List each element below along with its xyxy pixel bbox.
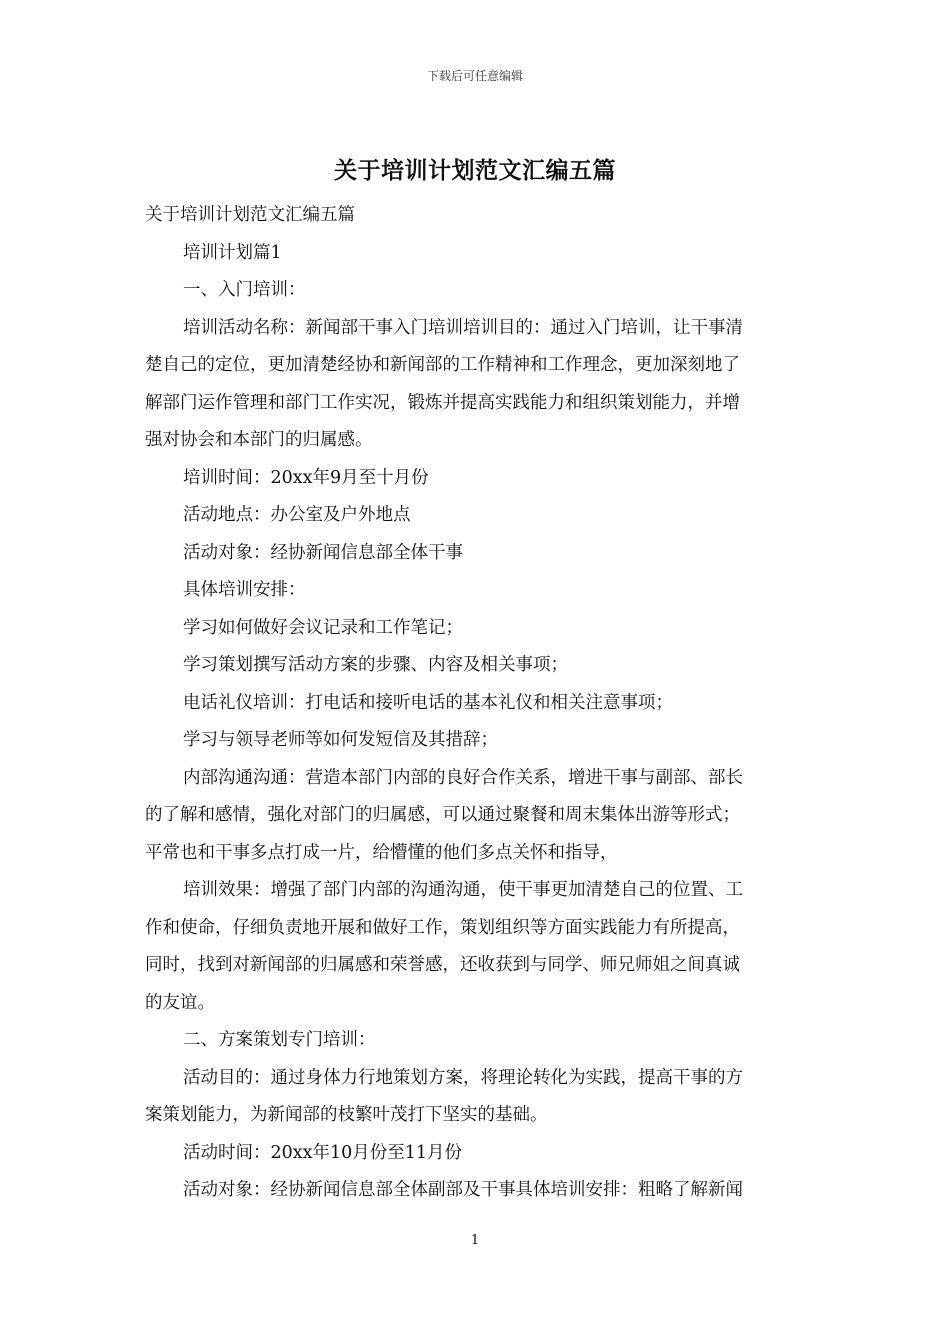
paragraph-line: 活动目的：通过身体力行地策划方案，将理论转化为实践，提高干事的方	[183, 1067, 743, 1088]
paragraph-line: 的友谊。	[145, 992, 215, 1013]
paragraph-line: 一、入门培训：	[183, 280, 306, 300]
paragraph-line: 培训活动名称：新闻部干事入门培训培训目的：通过入门培训，让干事清	[183, 317, 743, 338]
page-number: 1	[470, 1233, 480, 1248]
paragraph-line: 活动地点：办公室及户外地点	[183, 505, 411, 525]
paragraph-line: 楚自己的定位，更加清楚经协和新闻部的工作精神和工作理念，更加深刻地了	[145, 355, 740, 375]
paragraph-line: 强对协会和本部门的归属感。	[145, 430, 373, 450]
paragraph-line: 电话礼仪培训：打电话和接听电话的基本礼仪和相关注意事项；	[183, 692, 673, 713]
paragraph-line: 关于培训计划范文汇编五篇	[145, 205, 355, 225]
paragraph-line: 平常也和干事多点打成一片，给懵懂的他们多点关怀和指导，	[145, 842, 618, 863]
paragraph-line: 同时，找到对新闻部的归属感和荣誉感，还收获到与同学、师兄师姐之间真诚	[145, 955, 740, 975]
paragraph-line: 的了解和感情，强化对部门的归属感，可以通过聚餐和周末集体出游等形式；	[145, 805, 740, 825]
paragraph-line: 二、方案策划专门培训：	[183, 1030, 376, 1050]
paragraph-line: 具体培训安排：	[183, 580, 306, 600]
paragraph-line: 活动时间：20xx年10月份至11月份	[183, 1142, 463, 1163]
paragraph-line: 学习与领导老师等如何发短信及其措辞；	[183, 730, 498, 750]
paragraph-line: 培训时间：20xx年9月至十月份	[183, 467, 429, 488]
paragraph-line: 内部沟通沟通：营造本部门内部的良好合作关系，增进干事与副部、部长	[183, 767, 743, 788]
document-title: 关于培训计划范文汇编五篇	[334, 157, 616, 184]
paragraph-line: 作和使命，仔细负责地开展和做好工作，策划组织等方面实践能力有所提高，	[145, 917, 740, 938]
paragraph-line: 学习策划撰写活动方案的步骤、内容及相关事项；	[183, 655, 568, 675]
header-note: 下载后可任意编辑	[426, 69, 523, 83]
paragraph-line: 解部门运作管理和部门工作实况，锻炼并提高实践能力和组织策划能力，并增	[145, 392, 740, 413]
paragraph-line: 案策划能力，为新闻部的枝繁叶茂打下坚实的基础。	[145, 1105, 548, 1125]
paragraph-line: 培训效果：增强了部门内部的沟通沟通，使干事更加清楚自己的位置、工	[183, 880, 743, 900]
paragraph-line: 学习如何做好会议记录和工作笔记；	[183, 617, 463, 638]
paragraph-line: 培训计划篇1	[183, 242, 282, 263]
paragraph-line: 活动对象：经协新闻信息部全体副部及干事具体培训安排：粗略了解新闻	[183, 1180, 743, 1200]
document-body	[145, 197, 805, 1210]
paragraph-line: 活动对象：经协新闻信息部全体干事	[183, 542, 463, 563]
